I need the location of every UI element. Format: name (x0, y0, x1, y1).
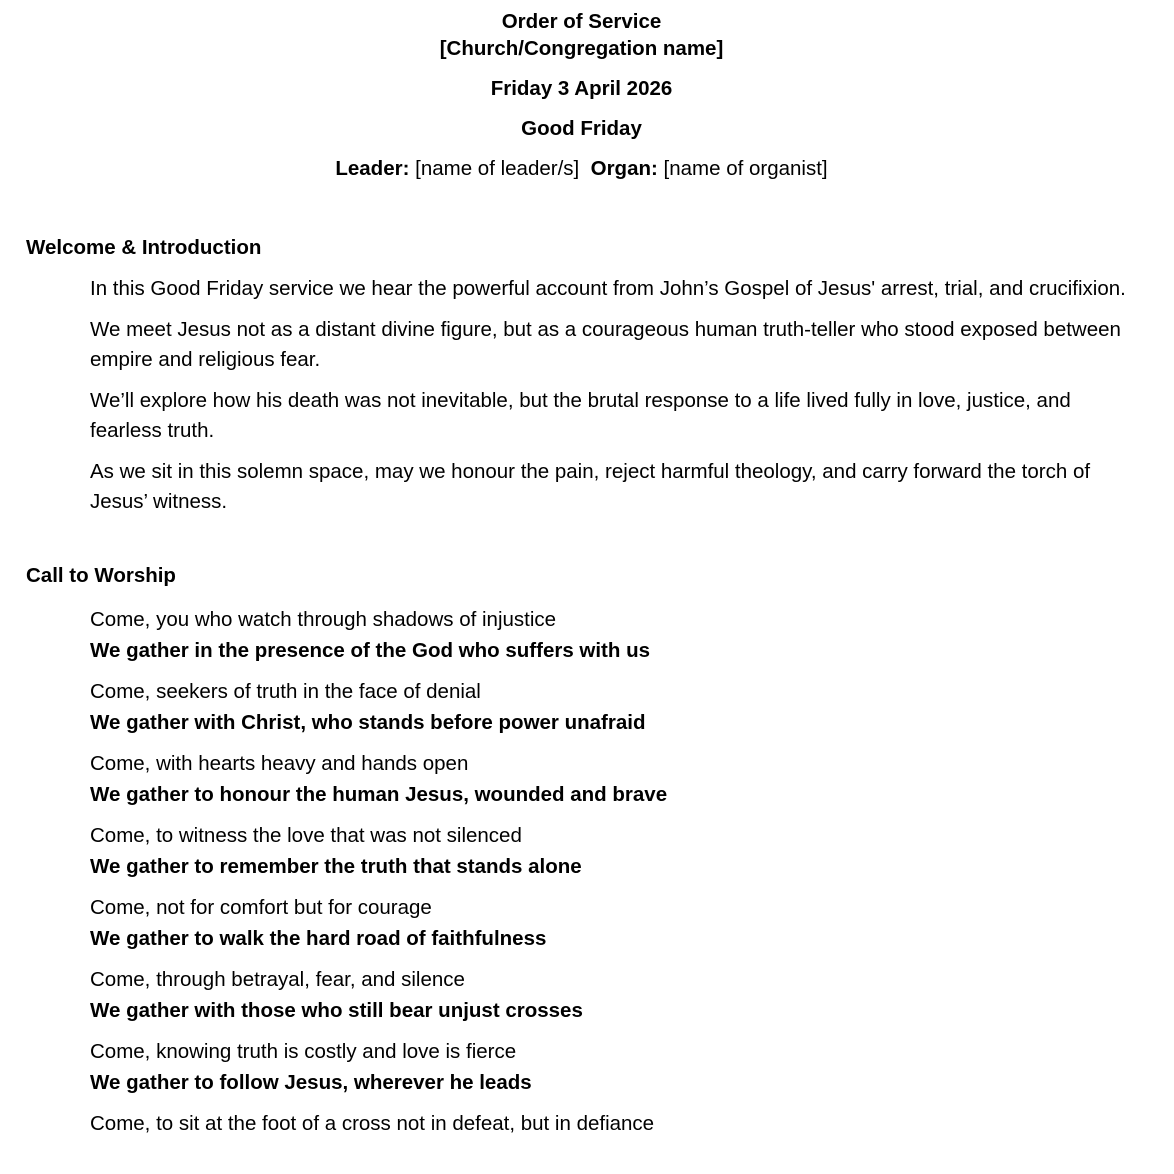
response-line: We gather with those who still bear unjust crosses (90, 998, 583, 1022)
call-to-worship-couplets (90, 604, 1137, 1139)
call-heading-spacer (26, 590, 1137, 604)
leader-label: Leader: (335, 157, 410, 180)
header-spacer-2 (26, 102, 1137, 115)
paragraph: We meet Jesus not as a distant divine figure, but as a courageous human truth-teller who stood exposed between empire and religious fear. (90, 317, 1121, 371)
couplet-spacer (90, 738, 1137, 748)
section-heading-call-to-worship: Call to Worship (26, 563, 176, 587)
welcome-paragraphs (90, 274, 1137, 518)
header-body-spacer (26, 182, 1137, 234)
call-line: Come, knowing truth is costly and love is fierce (90, 1039, 517, 1063)
service-date: Friday 3 April 2026 (490, 77, 673, 100)
header-spacer-3 (26, 142, 1137, 155)
header-spacer-1 (26, 62, 1137, 75)
couplet-spacer (90, 810, 1137, 820)
couplet (90, 604, 1137, 666)
organ-label: Organ: (590, 157, 658, 180)
response-line: We gather to follow Jesus, wherever he leads (90, 1070, 532, 1094)
couplet-spacer (90, 954, 1137, 964)
congregation-name: [Church/Congregation name] (439, 37, 724, 60)
couplet-spacer (90, 1026, 1137, 1036)
response-line: We gather to walk the hard road of faithfulness (90, 926, 547, 950)
couplet-spacer (90, 882, 1137, 892)
service-credits (26, 155, 1137, 182)
paragraph: As we sit in this solemn space, may we honour the pain, reject harmful theology, and carry forward the torch of Jesus’ witness. (90, 459, 1091, 513)
call-line: Come, seekers of truth in the face of denial (90, 679, 481, 703)
section-heading-welcome-introduction: Welcome & Introduction (26, 236, 262, 259)
call-line: Come, to sit at the foot of a cross not in defeat, but in defiance (90, 1111, 655, 1135)
document-header (26, 8, 1137, 182)
welcome-heading-spacer (26, 262, 1137, 274)
paragraph-spacer (90, 305, 1137, 315)
section-call-to-worship (26, 562, 1137, 1139)
section-gap (26, 518, 1137, 562)
response-line: We gather in the presence of the God who suffers with us (90, 638, 651, 662)
call-line: Come, through betrayal, fear, and silence (90, 967, 465, 991)
service-occasion: Good Friday (521, 117, 642, 140)
paragraph-spacer (90, 447, 1137, 457)
document-title: Order of Service (501, 10, 662, 33)
call-line: Come, you who watch through shadows of injustice (90, 607, 557, 631)
paragraph: We’ll explore how his death was not inevitable, but the brutal response to a life lived fully in love, justice, and fearless truth. (90, 388, 1071, 442)
response-line: We gather to honour the human Jesus, wounded and brave (90, 782, 668, 806)
couplet (90, 1108, 1137, 1139)
call-line: Come, not for comfort but for courage (90, 895, 432, 919)
call-line: Come, with hearts heavy and hands open (90, 751, 469, 775)
credits-separator (579, 157, 590, 180)
couplet (90, 892, 1137, 954)
paragraph-spacer (90, 376, 1137, 386)
leader-value: [name of leader/s] (415, 157, 580, 180)
call-line: Come, to witness the love that was not silenced (90, 823, 522, 847)
paragraph: In this Good Friday service we hear the powerful account from John’s Gospel of Jesus' arrest, trial, and crucifixion. (90, 277, 1126, 300)
section-welcome-introduction (26, 234, 1137, 518)
couplet (90, 676, 1137, 738)
response-line: We gather with Christ, who stands before power unafraid (90, 710, 646, 734)
organ-value: [name of organist] (663, 157, 828, 180)
couplet (90, 748, 1137, 810)
couplet-spacer (90, 1098, 1137, 1108)
couplet-spacer (90, 666, 1137, 676)
couplet (90, 1036, 1137, 1098)
couplet (90, 964, 1137, 1026)
response-line: We gather to remember the truth that stands alone (90, 854, 582, 878)
couplet (90, 820, 1137, 882)
